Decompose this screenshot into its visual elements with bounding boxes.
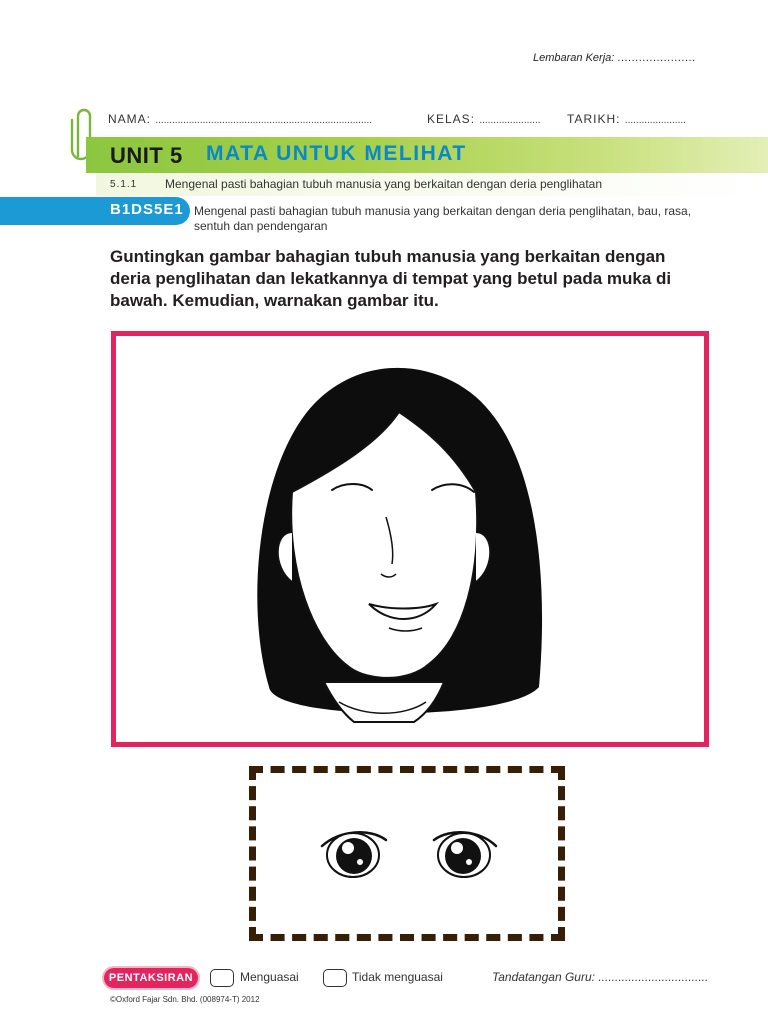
tidak-menguasai-checkbox[interactable] bbox=[323, 969, 347, 987]
kelas-label: KELAS: bbox=[427, 112, 476, 126]
teacher-signature-field[interactable]: ................................. bbox=[598, 970, 709, 984]
tidak-menguasai-label: Tidak menguasai bbox=[352, 970, 443, 984]
kelas-field-group bbox=[427, 112, 541, 126]
nama-field-group bbox=[108, 112, 372, 126]
worksheet-number-field[interactable]: ...................... bbox=[617, 52, 696, 64]
menguasai-label: Menguasai bbox=[240, 970, 299, 984]
tarikh-field-group bbox=[567, 112, 686, 126]
standard-text: Mengenal pasti bahagian tubuh manusia yang berkaitan dengan deria penglihatan bbox=[165, 177, 602, 191]
unit-number: UNIT 5 bbox=[110, 143, 183, 168]
assessment-badge: PENTAKSIRAN bbox=[104, 968, 198, 988]
teacher-signature-label: Tandatangan Guru: bbox=[492, 970, 595, 984]
worksheet-label-text: Lembaran Kerja: bbox=[533, 52, 615, 64]
standard-code: 5.1.1 bbox=[110, 179, 138, 190]
copyright-text: ©Oxford Fajar Sdn. Bhd. (008974-T) 2012 bbox=[110, 995, 260, 1004]
unit-title: MATA UNTUK MELIHAT bbox=[206, 142, 467, 165]
face-illustration bbox=[164, 342, 604, 732]
kelas-field[interactable]: ...................... bbox=[479, 115, 541, 126]
tarikh-field[interactable]: ...................... bbox=[624, 115, 686, 126]
menguasai-checkbox[interactable] bbox=[210, 969, 234, 987]
skill-text: Mengenal pasti bahagian tubuh manusia yang berkaitan dengan deria penglihatan, bau, rasa, sentuh dan pendengaran bbox=[194, 204, 692, 233]
instruction-text: Guntingkan gambar bahagian tubuh manusia yang berkaitan dengan deria penglihatan dan lekatkannya di tempat yang betul pada muka di bawah. Kemudian, warnakan gambar itu. bbox=[110, 247, 672, 310]
teacher-signature-group bbox=[492, 970, 708, 984]
skill-code: B1DS5E1 bbox=[110, 201, 184, 218]
nama-label: NAMA: bbox=[108, 112, 152, 126]
tarikh-label: TARIKH: bbox=[567, 112, 621, 126]
eyes-illustration[interactable] bbox=[300, 800, 520, 910]
worksheet-label bbox=[533, 52, 696, 64]
nama-field[interactable]: .............................................................................. bbox=[155, 115, 373, 126]
